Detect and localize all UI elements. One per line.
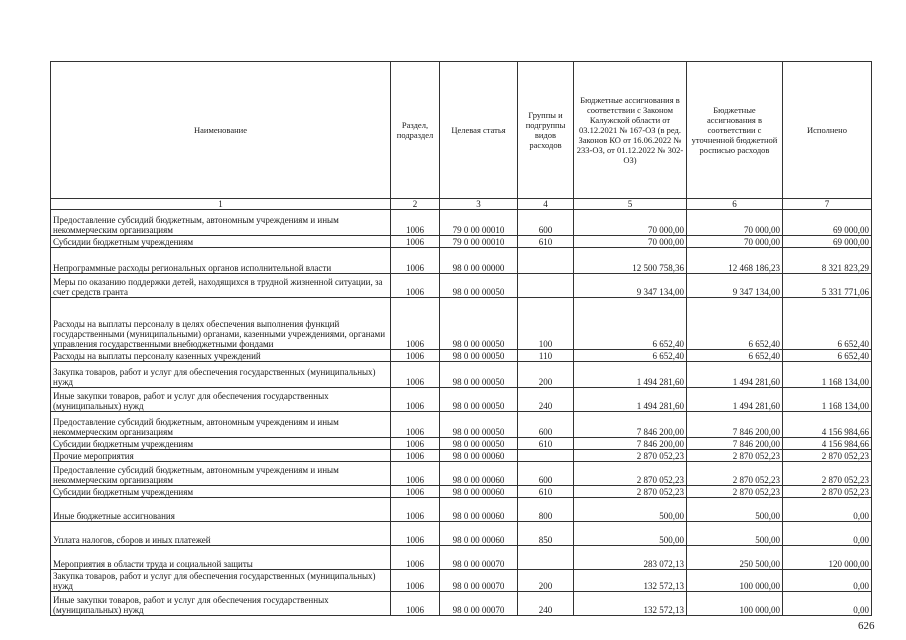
row-section: 1006 <box>391 570 440 592</box>
row-target: 98 0 00 00050 <box>440 388 518 412</box>
row-law-amount: 12 500 758,36 <box>574 248 687 274</box>
row-group: 600 <box>518 210 574 236</box>
row-target: 98 0 00 00050 <box>440 350 518 362</box>
row-executed-amount: 1 168 134,00 <box>783 362 872 388</box>
row-name: Субсидии бюджетным учреждениям <box>51 486 391 498</box>
row-executed-amount: 4 156 984,66 <box>783 412 872 438</box>
row-name: Иные закупки товаров, работ и услуг для обеспечения государственных (муниципальных) нужд <box>51 592 391 616</box>
header-executed: Исполнено <box>783 62 872 199</box>
row-law-amount: 6 652,40 <box>574 350 687 362</box>
row-law-amount: 6 652,40 <box>574 298 687 350</box>
column-number: 4 <box>518 199 574 210</box>
row-law-amount: 7 846 200,00 <box>574 412 687 438</box>
row-group: 610 <box>518 486 574 498</box>
row-section: 1006 <box>391 486 440 498</box>
row-name: Расходы на выплаты персоналу в целях обеспечения выполнения функций государственными (муниципальными) органами, казенными учреждениями, органами управления государственными внебюджетными фондами <box>51 298 391 350</box>
row-group <box>518 274 574 298</box>
row-section: 1006 <box>391 592 440 616</box>
column-number: 5 <box>574 199 687 210</box>
row-target: 98 0 00 00000 <box>440 248 518 274</box>
table-row <box>51 236 872 248</box>
row-group: 850 <box>518 522 574 546</box>
row-updated-amount: 500,00 <box>687 522 783 546</box>
row-law-amount: 2 870 052,23 <box>574 462 687 486</box>
row-group: 200 <box>518 362 574 388</box>
row-executed-amount: 6 652,40 <box>783 350 872 362</box>
row-target: 98 0 00 00060 <box>440 462 518 486</box>
row-target: 98 0 00 00070 <box>440 570 518 592</box>
row-section: 1006 <box>391 362 440 388</box>
column-number: 2 <box>391 199 440 210</box>
column-number: 3 <box>440 199 518 210</box>
row-law-amount: 2 870 052,23 <box>574 450 687 462</box>
row-target: 98 0 00 00060 <box>440 522 518 546</box>
row-name: Иные закупки товаров, работ и услуг для обеспечения государственных (муниципальных) нужд <box>51 388 391 412</box>
row-updated-amount: 1 494 281,60 <box>687 388 783 412</box>
header-row <box>51 62 872 199</box>
row-executed-amount: 120 000,00 <box>783 546 872 570</box>
table-row <box>51 412 872 438</box>
column-number: 7 <box>783 199 872 210</box>
row-name: Прочие мероприятия <box>51 450 391 462</box>
row-section: 1006 <box>391 412 440 438</box>
row-target: 98 0 00 00050 <box>440 438 518 450</box>
row-group: 240 <box>518 388 574 412</box>
row-section: 1006 <box>391 210 440 236</box>
row-name: Иные бюджетные ассигнования <box>51 498 391 522</box>
row-law-amount: 9 347 134,00 <box>574 274 687 298</box>
row-section: 1006 <box>391 248 440 274</box>
table-row <box>51 486 872 498</box>
row-executed-amount: 69 000,00 <box>783 210 872 236</box>
row-target: 98 0 00 00050 <box>440 412 518 438</box>
row-law-amount: 283 072,13 <box>574 546 687 570</box>
row-law-amount: 70 000,00 <box>574 236 687 248</box>
row-name: Непрограммные расходы региональных органов исполнительной власти <box>51 248 391 274</box>
row-target: 98 0 00 00050 <box>440 274 518 298</box>
row-target: 98 0 00 00050 <box>440 362 518 388</box>
row-target: 98 0 00 00060 <box>440 450 518 462</box>
row-updated-amount: 500,00 <box>687 498 783 522</box>
row-updated-amount: 2 870 052,23 <box>687 450 783 462</box>
row-executed-amount: 0,00 <box>783 570 872 592</box>
row-target: 79 0 00 00010 <box>440 236 518 248</box>
row-name: Расходы на выплаты персоналу казенных учреждений <box>51 350 391 362</box>
row-updated-amount: 100 000,00 <box>687 592 783 616</box>
header-law-appropriations: Бюджетные ассигнования в соответствии с Законом Калужской области от 03.12.2021 № 167-ОЗ (в ред. Законов КО от 16.06.2022 № 233-ОЗ, от 01.12.2022 № 302-ОЗ) <box>574 62 687 199</box>
row-section: 1006 <box>391 236 440 248</box>
row-group: 610 <box>518 236 574 248</box>
row-section: 1006 <box>391 450 440 462</box>
row-name: Предоставление субсидий бюджетным, автономным учреждениям и иным некоммерческим организациям <box>51 412 391 438</box>
row-section: 1006 <box>391 462 440 486</box>
header-target: Целевая статья <box>440 62 518 199</box>
row-updated-amount: 7 846 200,00 <box>687 438 783 450</box>
row-target: 98 0 00 00070 <box>440 546 518 570</box>
row-group <box>518 546 574 570</box>
row-law-amount: 7 846 200,00 <box>574 438 687 450</box>
table-row <box>51 546 872 570</box>
row-law-amount: 500,00 <box>574 522 687 546</box>
row-updated-amount: 9 347 134,00 <box>687 274 783 298</box>
row-section: 1006 <box>391 350 440 362</box>
row-updated-amount: 70 000,00 <box>687 210 783 236</box>
row-name: Мероприятия в области труда и социальной защиты <box>51 546 391 570</box>
row-section: 1006 <box>391 498 440 522</box>
row-group: 110 <box>518 350 574 362</box>
row-name: Предоставление субсидий бюджетным, автономным учреждениям и иным некоммерческим организациям <box>51 210 391 236</box>
row-updated-amount: 2 870 052,23 <box>687 462 783 486</box>
table-row <box>51 298 872 350</box>
row-section: 1006 <box>391 274 440 298</box>
row-name: Предоставление субсидий бюджетным, автономным учреждениям и иным некоммерческим организациям <box>51 462 391 486</box>
row-executed-amount: 2 870 052,23 <box>783 450 872 462</box>
row-name: Меры по оказанию поддержки детей, находящихся в трудной жизненной ситуации, за счет средств гранта <box>51 274 391 298</box>
row-group <box>518 450 574 462</box>
row-group: 100 <box>518 298 574 350</box>
row-section: 1006 <box>391 522 440 546</box>
row-section: 1006 <box>391 438 440 450</box>
row-target: 98 0 00 00050 <box>440 298 518 350</box>
table-row <box>51 450 872 462</box>
header-name: Наименование <box>51 62 391 199</box>
table-row <box>51 570 872 592</box>
row-updated-amount: 12 468 186,23 <box>687 248 783 274</box>
row-name: Уплата налогов, сборов и иных платежей <box>51 522 391 546</box>
row-executed-amount: 4 156 984,66 <box>783 438 872 450</box>
row-section: 1006 <box>391 546 440 570</box>
row-section: 1006 <box>391 298 440 350</box>
budget-table <box>50 61 872 616</box>
row-name: Субсидии бюджетным учреждениям <box>51 236 391 248</box>
column-number: 1 <box>51 199 391 210</box>
row-updated-amount: 70 000,00 <box>687 236 783 248</box>
row-executed-amount: 2 870 052,23 <box>783 462 872 486</box>
row-group: 240 <box>518 592 574 616</box>
row-executed-amount: 5 331 771,06 <box>783 274 872 298</box>
header-updated-appropriations: Бюджетные ассигнования в соответствии с уточненной бюджетной росписью расходов <box>687 62 783 199</box>
row-target: 79 0 00 00010 <box>440 210 518 236</box>
row-law-amount: 1 494 281,60 <box>574 388 687 412</box>
row-updated-amount: 7 846 200,00 <box>687 412 783 438</box>
table-row <box>51 210 872 236</box>
row-updated-amount: 1 494 281,60 <box>687 362 783 388</box>
table-row <box>51 388 872 412</box>
row-law-amount: 132 572,13 <box>574 570 687 592</box>
row-group: 600 <box>518 462 574 486</box>
row-executed-amount: 6 652,40 <box>783 298 872 350</box>
row-name: Субсидии бюджетным учреждениям <box>51 438 391 450</box>
row-group: 600 <box>518 412 574 438</box>
row-updated-amount: 100 000,00 <box>687 570 783 592</box>
row-executed-amount: 0,00 <box>783 498 872 522</box>
row-group <box>518 248 574 274</box>
table-row <box>51 592 872 616</box>
header-section: Раздел, подраздел <box>391 62 440 199</box>
column-number: 6 <box>687 199 783 210</box>
row-law-amount: 1 494 281,60 <box>574 362 687 388</box>
row-law-amount: 70 000,00 <box>574 210 687 236</box>
row-updated-amount: 250 500,00 <box>687 546 783 570</box>
table-row <box>51 362 872 388</box>
row-target: 98 0 00 00070 <box>440 592 518 616</box>
table-row <box>51 522 872 546</box>
row-name: Закупка товаров, работ и услуг для обеспечения государственных (муниципальных) нужд <box>51 362 391 388</box>
row-law-amount: 132 572,13 <box>574 592 687 616</box>
column-number-row <box>51 199 872 210</box>
table-row <box>51 350 872 362</box>
row-updated-amount: 6 652,40 <box>687 350 783 362</box>
row-updated-amount: 2 870 052,23 <box>687 486 783 498</box>
row-executed-amount: 1 168 134,00 <box>783 388 872 412</box>
row-name: Закупка товаров, работ и услуг для обеспечения государственных (муниципальных) нужд <box>51 570 391 592</box>
row-group: 200 <box>518 570 574 592</box>
table-row <box>51 248 872 274</box>
row-executed-amount: 0,00 <box>783 522 872 546</box>
row-law-amount: 2 870 052,23 <box>574 486 687 498</box>
row-executed-amount: 8 321 823,29 <box>783 248 872 274</box>
row-executed-amount: 2 870 052,23 <box>783 486 872 498</box>
table-row <box>51 498 872 522</box>
table-row <box>51 274 872 298</box>
row-executed-amount: 0,00 <box>783 592 872 616</box>
row-group: 610 <box>518 438 574 450</box>
table-body <box>51 210 872 616</box>
row-target: 98 0 00 00060 <box>440 498 518 522</box>
row-target: 98 0 00 00060 <box>440 486 518 498</box>
page-number: 626 <box>858 620 875 632</box>
table-row <box>51 438 872 450</box>
header-group: Группы и подгруппы видов расходов <box>518 62 574 199</box>
row-section: 1006 <box>391 388 440 412</box>
row-updated-amount: 6 652,40 <box>687 298 783 350</box>
row-law-amount: 500,00 <box>574 498 687 522</box>
row-executed-amount: 69 000,00 <box>783 236 872 248</box>
table-row <box>51 462 872 486</box>
row-group: 800 <box>518 498 574 522</box>
